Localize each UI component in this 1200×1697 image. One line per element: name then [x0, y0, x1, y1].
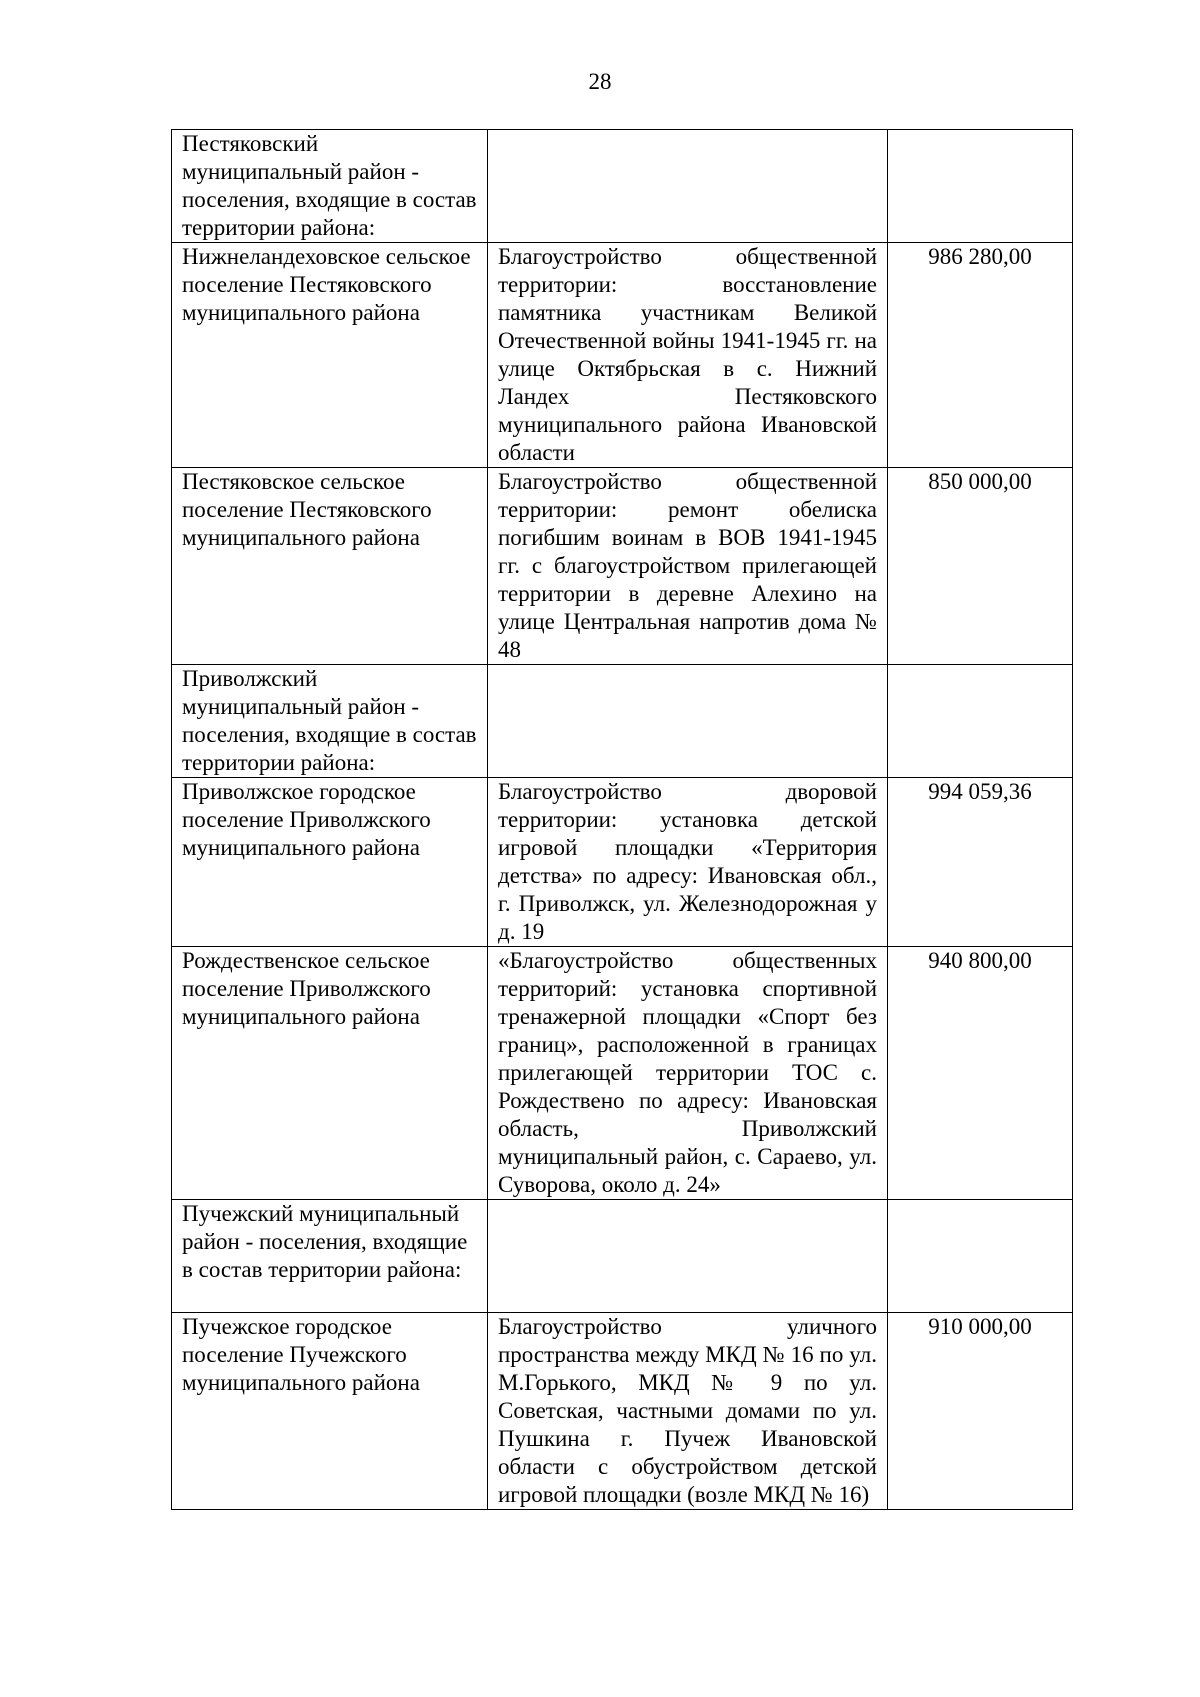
amount-cell [888, 130, 1073, 243]
amount-cell: 910 000,00 [888, 1313, 1073, 1510]
project-description-cell [488, 1200, 888, 1313]
settlement-cell: Рождественское сельское поселение Приволжского муниципального района [172, 947, 488, 1200]
table-row [172, 778, 1073, 947]
project-description-cell: «Благоустройство общественных территорий: установка спортивной тренажерной площадки «Спорт без границ», расположенной в границах прилегающей территории ТОС с. Рождествено по адресу: Ивановская область, Приволжский муниципальный район, с. Сараево, ул. Суворова, около д. 24» [488, 947, 888, 1200]
page-number: 28 [588, 69, 612, 94]
table-row [172, 243, 1073, 468]
table-row [172, 1313, 1073, 1510]
settlement-cell: Нижнеландеховское сельское поселение Пестяковского муниципального района [172, 243, 488, 468]
amount-cell [888, 665, 1073, 778]
amount-cell: 850 000,00 [888, 468, 1073, 665]
amount-cell: 940 800,00 [888, 947, 1073, 1200]
table-row-district-header [172, 130, 1073, 243]
project-description-cell: Благоустройство общественной территории: восстановление памятника участникам Великой Отечественной войны 1941-1945 гг. на улице Октябрьская в с. Нижний Ландех Пестяковского муниципального района Ивановской области [488, 243, 888, 468]
project-description-cell [488, 130, 888, 243]
project-description-cell [488, 665, 888, 778]
settlement-cell: Пестяковский муниципальный район - поселения, входящие в состав территории района: [172, 130, 488, 243]
table-row [172, 947, 1073, 1200]
amount-cell: 994 059,36 [888, 778, 1073, 947]
table-row [172, 468, 1073, 665]
amount-cell: 986 280,00 [888, 243, 1073, 468]
settlement-cell: Пучежское городское поселение Пучежского муниципального района [172, 1313, 488, 1510]
project-description-cell: Благоустройство уличного пространства между МКД № 16 по ул. М.Горького, МКД № 9 по ул. Советская, частными домами по ул. Пушкина г. Пучеж Ивановской области с обустройством детской игровой площадки (возле МКД № 16) [488, 1313, 888, 1510]
settlement-cell: Приволжский муниципальный район - поселения, входящие в состав территории района: [172, 665, 488, 778]
distribution-table [171, 129, 1073, 1510]
amount-cell [888, 1200, 1073, 1313]
project-description-cell: Благоустройство общественной территории: ремонт обелиска погибшим воинам в ВОВ 1941-1945 гг. с благоустройством прилегающей территории в деревне Алехино на улице Центральная напротив дома № 48 [488, 468, 888, 665]
table-row-district-header [172, 1200, 1073, 1313]
settlement-cell: Приволжское городское поселение Приволжского муниципального района [172, 778, 488, 947]
settlement-cell: Пестяковское сельское поселение Пестяковского муниципального района [172, 468, 488, 665]
settlement-cell: Пучежский муниципальный район - поселения, входящие в состав территории района: [172, 1200, 488, 1313]
project-description-cell: Благоустройство дворовой территории: установка детской игровой площадки «Территория детства» по адресу: Ивановская обл., г. Приволжск, ул. Железнодорожная у д. 19 [488, 778, 888, 947]
table-row-district-header [172, 665, 1073, 778]
